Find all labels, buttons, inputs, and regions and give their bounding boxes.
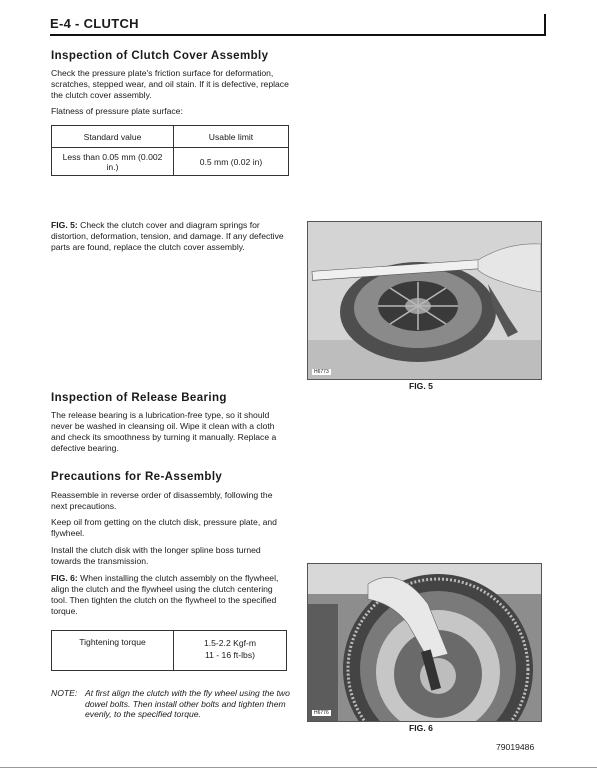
fig5-photo: [307, 221, 542, 380]
fig5-label: FIG. 5:: [51, 220, 78, 230]
clutch-cover-illustration: [308, 222, 541, 379]
fig6-label: FIG. 6:: [51, 573, 78, 583]
header-rule: [50, 34, 546, 36]
reassembly-paragraph-2: Keep oil from getting on the clutch disk, pressure plate, and flywheel.: [51, 517, 277, 538]
page-header: [50, 14, 546, 36]
torque-table: [51, 630, 287, 671]
note-label: NOTE:: [51, 688, 78, 698]
torque-label: Tightening torque: [52, 631, 174, 671]
section-heading-reassembly: Precautions for Re-Assembly: [51, 471, 223, 483]
fig5-caption: FIG. 5: [409, 381, 433, 391]
page-bottom-rule: [0, 767, 597, 768]
page-title: E-4 - CLUTCH: [50, 16, 139, 31]
torque-value-metric: 1.5-2.2 Kgf-m: [203, 638, 257, 648]
note-text: At first align the clutch with the fly wheel using the two dowel bolts. Then install other bolts and tighten them evenly, to the specified torque.: [85, 688, 290, 719]
fig5-reference: H6773: [314, 369, 329, 375]
fig5-description: [51, 220, 291, 253]
section-heading-release-bearing: Inspection of Release Bearing: [51, 392, 227, 404]
document-number: 79019486: [496, 742, 535, 752]
fig6-caption: FIG. 6: [409, 723, 433, 733]
release-bearing-paragraph: The release bearing is a lubrication-free type, so it should never be washed in cleansing oil. Wipe it clean with a cloth and check its smoothness by turning it manually. Replace a defective bearing.: [51, 410, 277, 453]
flatness-label: Flatness of pressure plate surface:: [51, 106, 183, 116]
torque-value-imperial: 11 - 16 ft-lbs): [205, 650, 255, 660]
header-corner-rule: [544, 14, 546, 36]
table-header-standard: Standard value: [52, 126, 174, 148]
reassembly-paragraph-3: Install the clutch disk with the longer spline boss turned towards the transmission.: [51, 545, 261, 566]
fig6-photo: [307, 563, 542, 722]
clutch-cover-paragraph: Check the pressure plate's friction surface for deformation, scratches, stepped wear, and oil stain. If it is defective, replace the clutch cover assembly.: [51, 68, 289, 100]
table-cell-usable: 0.5 mm (0.02 in): [174, 148, 289, 176]
fig5-text: Check the clutch cover and diagram springs for distortion, deformation, tension, and damage. If any defective parts are found, replace the clutch cover assembly.: [51, 220, 284, 252]
fig6-reference: H6776: [314, 710, 329, 716]
reassembly-paragraph-1: Reassemble in reverse order of disassembly, following the next precautions.: [51, 490, 273, 511]
flatness-table: [51, 125, 289, 176]
table-header-usable: Usable limit: [174, 126, 289, 148]
fig6-text: When installing the clutch assembly on the flywheel, align the clutch and the flywheel using the clutch centering tool. Then tighten the clutch on the flywheel to the specified torque.: [51, 573, 279, 616]
fig6-description: [51, 573, 291, 617]
clutch-install-illustration: [308, 564, 541, 721]
table-cell-standard: Less than 0.05 mm (0.002 in.): [52, 148, 174, 176]
section-heading-clutch-cover: Inspection of Clutch Cover Assembly: [51, 50, 269, 62]
torque-value-cell: [174, 631, 287, 671]
